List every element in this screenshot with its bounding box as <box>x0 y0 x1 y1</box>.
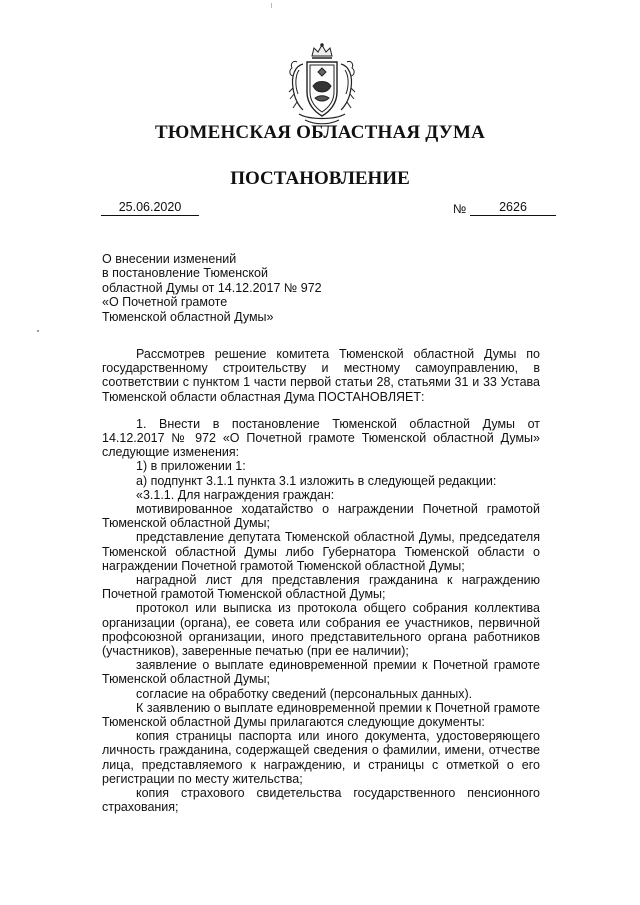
paragraph: Рассмотрев решение комитета Тюменской областной Думы по государственному строительству и местному самоуправлению, в соответствии с пунктом 1 части первой статьи 28, статьями 31 и 33 Устава Тюменской области областная Дума ПОСТАНОВЛЯЕТ: <box>102 347 540 404</box>
paragraph: согласие на обработку сведений (персональных данных). <box>136 686 473 701</box>
coat-of-arms-icon <box>285 42 359 130</box>
organization-title: ТЮМЕНСКАЯ ОБЛАСТНАЯ ДУМА <box>154 122 485 143</box>
paragraph: «3.1.1. Для награждения граждан: <box>136 487 335 502</box>
subject-line: областной Думы от 14.12.2017 № 972 <box>102 280 322 295</box>
document-body <box>102 347 540 815</box>
paragraph: а) подпункт 3.1.1 пункта 3.1 изложить в следующей редакции: <box>136 473 497 488</box>
paragraph: наградной лист для представления гражданина к награждению Почетной грамотой Тюменской областной Думы; <box>102 573 540 602</box>
document-number: 2626 <box>470 200 556 216</box>
paragraph: копия страхового свидетельства государственного пенсионного страхования; <box>102 786 540 815</box>
paragraph: представление депутата Тюменской областной Думы, председателя Тюменской областной Думы либо Губернатора Тюменской области о награждении Почетной грамотой Тюменской областной Думы; <box>102 530 540 573</box>
paragraph: заявление о выплате единовременной премии к Почетной грамоте Тюменской областной Думы; <box>102 658 540 687</box>
paragraph: мотивированное ходатайство о награждении Почетной грамотой Тюменской областной Думы; <box>102 502 540 531</box>
scan-mark <box>37 330 39 332</box>
document-date: 25.06.2020 <box>101 200 199 216</box>
scan-mark <box>271 3 272 8</box>
document-subject <box>102 252 322 324</box>
paragraph: 1) в приложении 1: <box>136 459 246 474</box>
subject-line: О внесении изменений <box>102 252 237 266</box>
subject-line: «О Почетной грамоте <box>102 295 228 310</box>
number-label: № <box>453 202 467 216</box>
subject-line: в постановление Тюменской <box>102 266 268 281</box>
paragraph: К заявлению о выплате единовременной премии к Почетной грамоте Тюменской областной Думы прилагаются следующие документы: <box>102 700 540 730</box>
subject-line: Тюменской областной Думы» <box>102 309 274 324</box>
document-type-title: ПОСТАНОВЛЕНИЕ <box>230 168 410 189</box>
paragraph: протокол или выписка из протокола общего собрания коллектива организации (органа), ее совета или собрания ее участников, первичной профсоюзной организации, иного представительного органа работников (участников), заверенные печатью (при ее наличии); <box>102 601 540 659</box>
paragraph: копия страницы паспорта или иного документа, удостоверяющего личность гражданина, содержащей сведения о фамилии, имени, отчестве лица, представляемого к награждению, и страницы с отметкой о его регистрации по месту жительства; <box>102 729 540 786</box>
paragraph: 1. Внести в постановление Тюменской областной Думы от 14.12.2017 № 972 «О Почетной грамоте Тюменской областной Думы» следующие изменения: <box>102 416 540 460</box>
